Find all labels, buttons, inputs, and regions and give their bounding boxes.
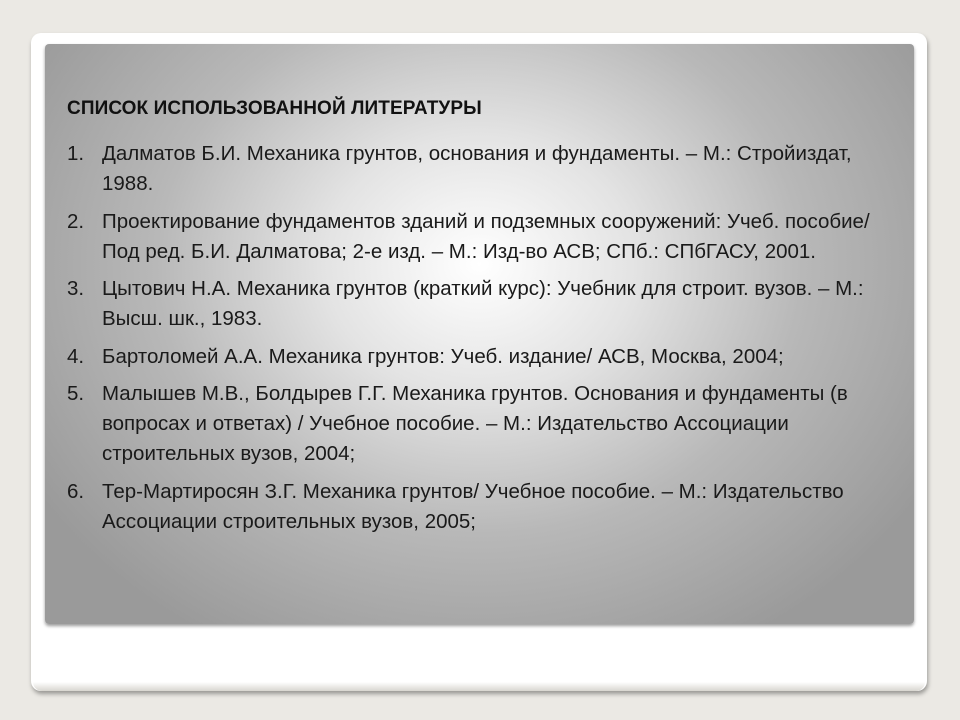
reference-text: Цытович Н.А. Механика грунтов (краткий курс): Учебник для строит. вузов. – М.: Высш. шк., 1983. xyxy=(102,277,864,330)
reference-item xyxy=(67,274,887,334)
reference-number: 5. xyxy=(67,382,85,405)
reference-list xyxy=(67,139,887,544)
reference-text: Бартоломей А.А. Механика грунтов: Учеб. издание/ АСВ, Москва, 2004; xyxy=(102,344,784,368)
content-panel xyxy=(45,44,914,624)
reference-number: 3. xyxy=(67,277,85,300)
reference-item xyxy=(67,379,887,469)
reference-number: 6. xyxy=(67,479,85,503)
reference-item xyxy=(67,139,887,199)
reference-text: Проектирование фундаментов зданий и подземных сооружений: Учеб. пособие/ Под ред. Б.И. Далматова; 2-е изд. – М.: Изд-во АСВ; СПб.: СПбГАСУ, 2001. xyxy=(102,209,870,263)
reference-number: 4. xyxy=(67,344,85,368)
reference-number: 1. xyxy=(67,142,85,165)
reference-text: Далматов Б.И. Механика грунтов, основания и фундаменты. – М.: Стройиздат, 1988. xyxy=(102,142,852,195)
slide-title: СПИСОК ИСПОЛЬЗОВАННОЙ ЛИТЕРАТУРЫ xyxy=(67,98,482,119)
reference-item xyxy=(67,342,887,372)
reference-number: 2. xyxy=(67,209,85,233)
slide-frame-bottom-edge xyxy=(33,682,925,691)
reference-item xyxy=(67,207,887,267)
reference-text: Тер-Мартиросян З.Г. Механика грунтов/ Учебное пособие. – М.: Издательство Ассоциации строительных вузов, 2005; xyxy=(102,479,844,533)
reference-item xyxy=(67,477,887,537)
reference-text: Малышев М.В., Болдырев Г.Г. Механика грунтов. Основания и фундаменты (в вопросах и ответах) / Учебное пособие. – М.: Издательство Ассоциации строительных вузов, 2004; xyxy=(102,382,848,465)
